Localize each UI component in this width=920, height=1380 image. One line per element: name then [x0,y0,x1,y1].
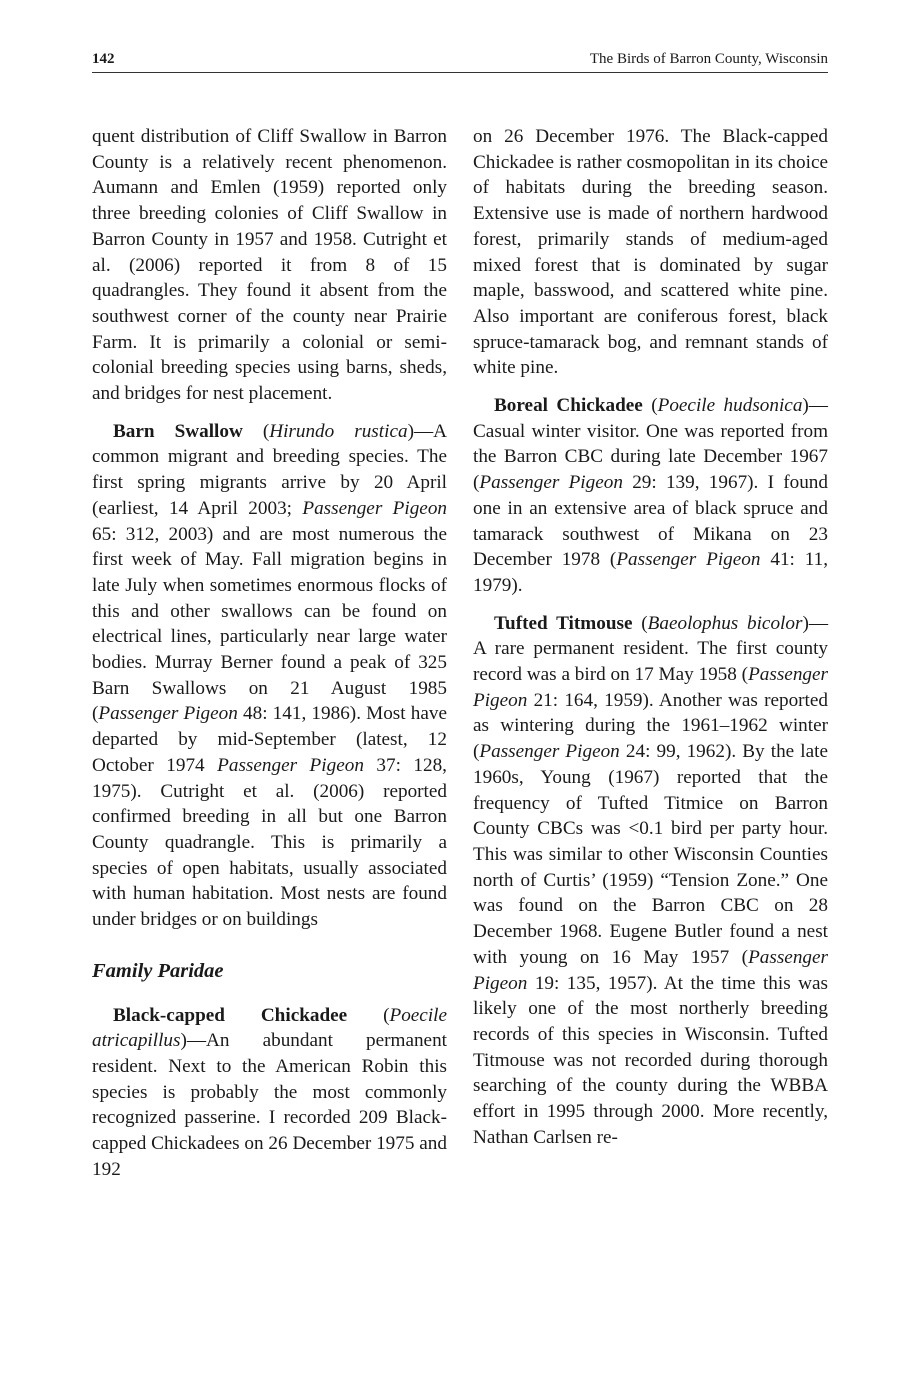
running-title: The Birds of Barron County, Wisconsin [589,51,828,67]
scientific-name: Baeolophus bicolor [647,612,803,634]
scientific-name: Poecile hudsonica [657,395,803,417]
black-capped-chickadee-continuation: on 26 December 1976. The Black-capped Chickadee is rather cosmopolitan in its choice of habitats during the breeding season. Extensive use is made of northern hardwood forest, primarily stands of medium-aged mixed forest that is dominated by sugar maple, basswood, and scattered white pine. Also important are coniferous forest, black spruce-tamarack bog, and remnant stands of white pine. [473,126,828,379]
left-column [92,124,447,1182]
header-rule [92,72,828,73]
scientific-name: Poecile atricapillus [92,1004,447,1052]
black-capped-chickadee-entry: Black-capped Chickadee (Poecile atricapillus)—An abundant permanent resident. Next to the American Robin this species is probably the most commonly recognized passerine. I recorded 209 Black-capped Chickadees on 26 December 1975 and 192 [92,1004,447,1180]
journal-citation: Passenger Pigeon [473,946,828,994]
tufted-titmouse-entry: Tufted Titmouse (Baeolophus bicolor)—A rare permanent resident. The first county record was a bird on 17 May 1958 (Passenger Pigeon 21: 164, 1959). Another was reported as wintering during the 1961–1962 winter (Passenger Pigeon 24: 99, 1962). By the late 1960s, Young (1967) reported that the frequency of Tufted Titmice on Barron County CBCs was <0.1 bird per party hour. This was similar to other Wisconsin Counties north of Curtis’ (1959) “Tension Zone.” One was found on the Barron CBC on 28 December 1968. Eugene Butler found a nest with young on 16 May 1957 (Passenger Pigeon 19: 135, 1957). At the time this was likely one of the most northerly breeding records of this species in Wisconsin. Tufted Titmouse was not recorded during thorough searching of the county during the WBBA effort in 1995 through 2000. More recently, Nathan Carlsen re- [473,612,829,1148]
journal-citation: Passenger Pigeon [479,741,620,763]
running-header [92,49,828,71]
journal-citation: Passenger Pigeon [616,549,761,571]
species-name: Barn Swallow [113,420,243,442]
species-name: Tufted Titmouse [494,612,633,634]
right-column [473,124,828,1150]
journal-citation: Passenger Pigeon [302,497,448,519]
journal-citation: Passenger Pigeon [217,754,364,776]
page-number: 142 [92,51,115,67]
journal-citation: Passenger Pigeon [473,664,828,711]
family-heading: Family Paridae [92,959,224,982]
journal-citation: Passenger Pigeon [479,472,623,494]
boreal-chickadee-entry: Boreal Chickadee (Poecile hudsonica)—Casual winter visitor. One was reported from the Barron CBC during late December 1967 (Passenger Pigeon 29: 139, 1967). I found one in an extensive area of black spruce and tamarack southwest of Mikana on 23 December 1978 (Passenger Pigeon 41: 11, 1979). [473,395,828,596]
barn-swallow-entry: Barn Swallow (Hirundo rustica)—A common migrant and breeding species. The first spring migrants arrive by 20 April (earliest, 14 April 2003; Passenger Pigeon 65: 312, 2003) and are most numerous the first week of May. Fall migration begins in late July when sometimes enormous flocks of this and other swallows can be found on electrical lines, particularly near large water bodies. Murray Berner found a peak of 325 Barn Swallows on 21 August 1985 (Passenger Pigeon 48: 141, 1986). Most have departed by mid-September (latest, 12 October 1974 Passenger Pigeon 37: 128, 1975). Cutright et al. (2006) reported confirmed breeding in all but one Barron County quadrangle. This is primarily a species of open habitats, usually associated with human habitation. Most nests are found under bridges or on buildings [92,420,448,931]
scientific-name: Hirundo rustica [269,420,408,442]
cliff-swallow-continuation: quent distribution of Cliff Swallow in Barron County is a relatively recent phenomenon. Aumann and Emlen (1959) reported only three breeding colonies of Cliff Swallow in Barron County in 1957 and 1958. Cutright et al. (2006) reported it from 8 of 15 quadrangles. They found it absent from the southwest corner of the county near Prairie Farm. It is primarily a colonial or semi-colonial breeding species using barns, sheds, and bridges for nest placement. [92,126,447,405]
journal-citation: Passenger Pigeon [98,703,238,725]
species-name: Black-capped Chickadee [113,1004,348,1026]
species-name: Boreal Chickadee [494,395,643,417]
